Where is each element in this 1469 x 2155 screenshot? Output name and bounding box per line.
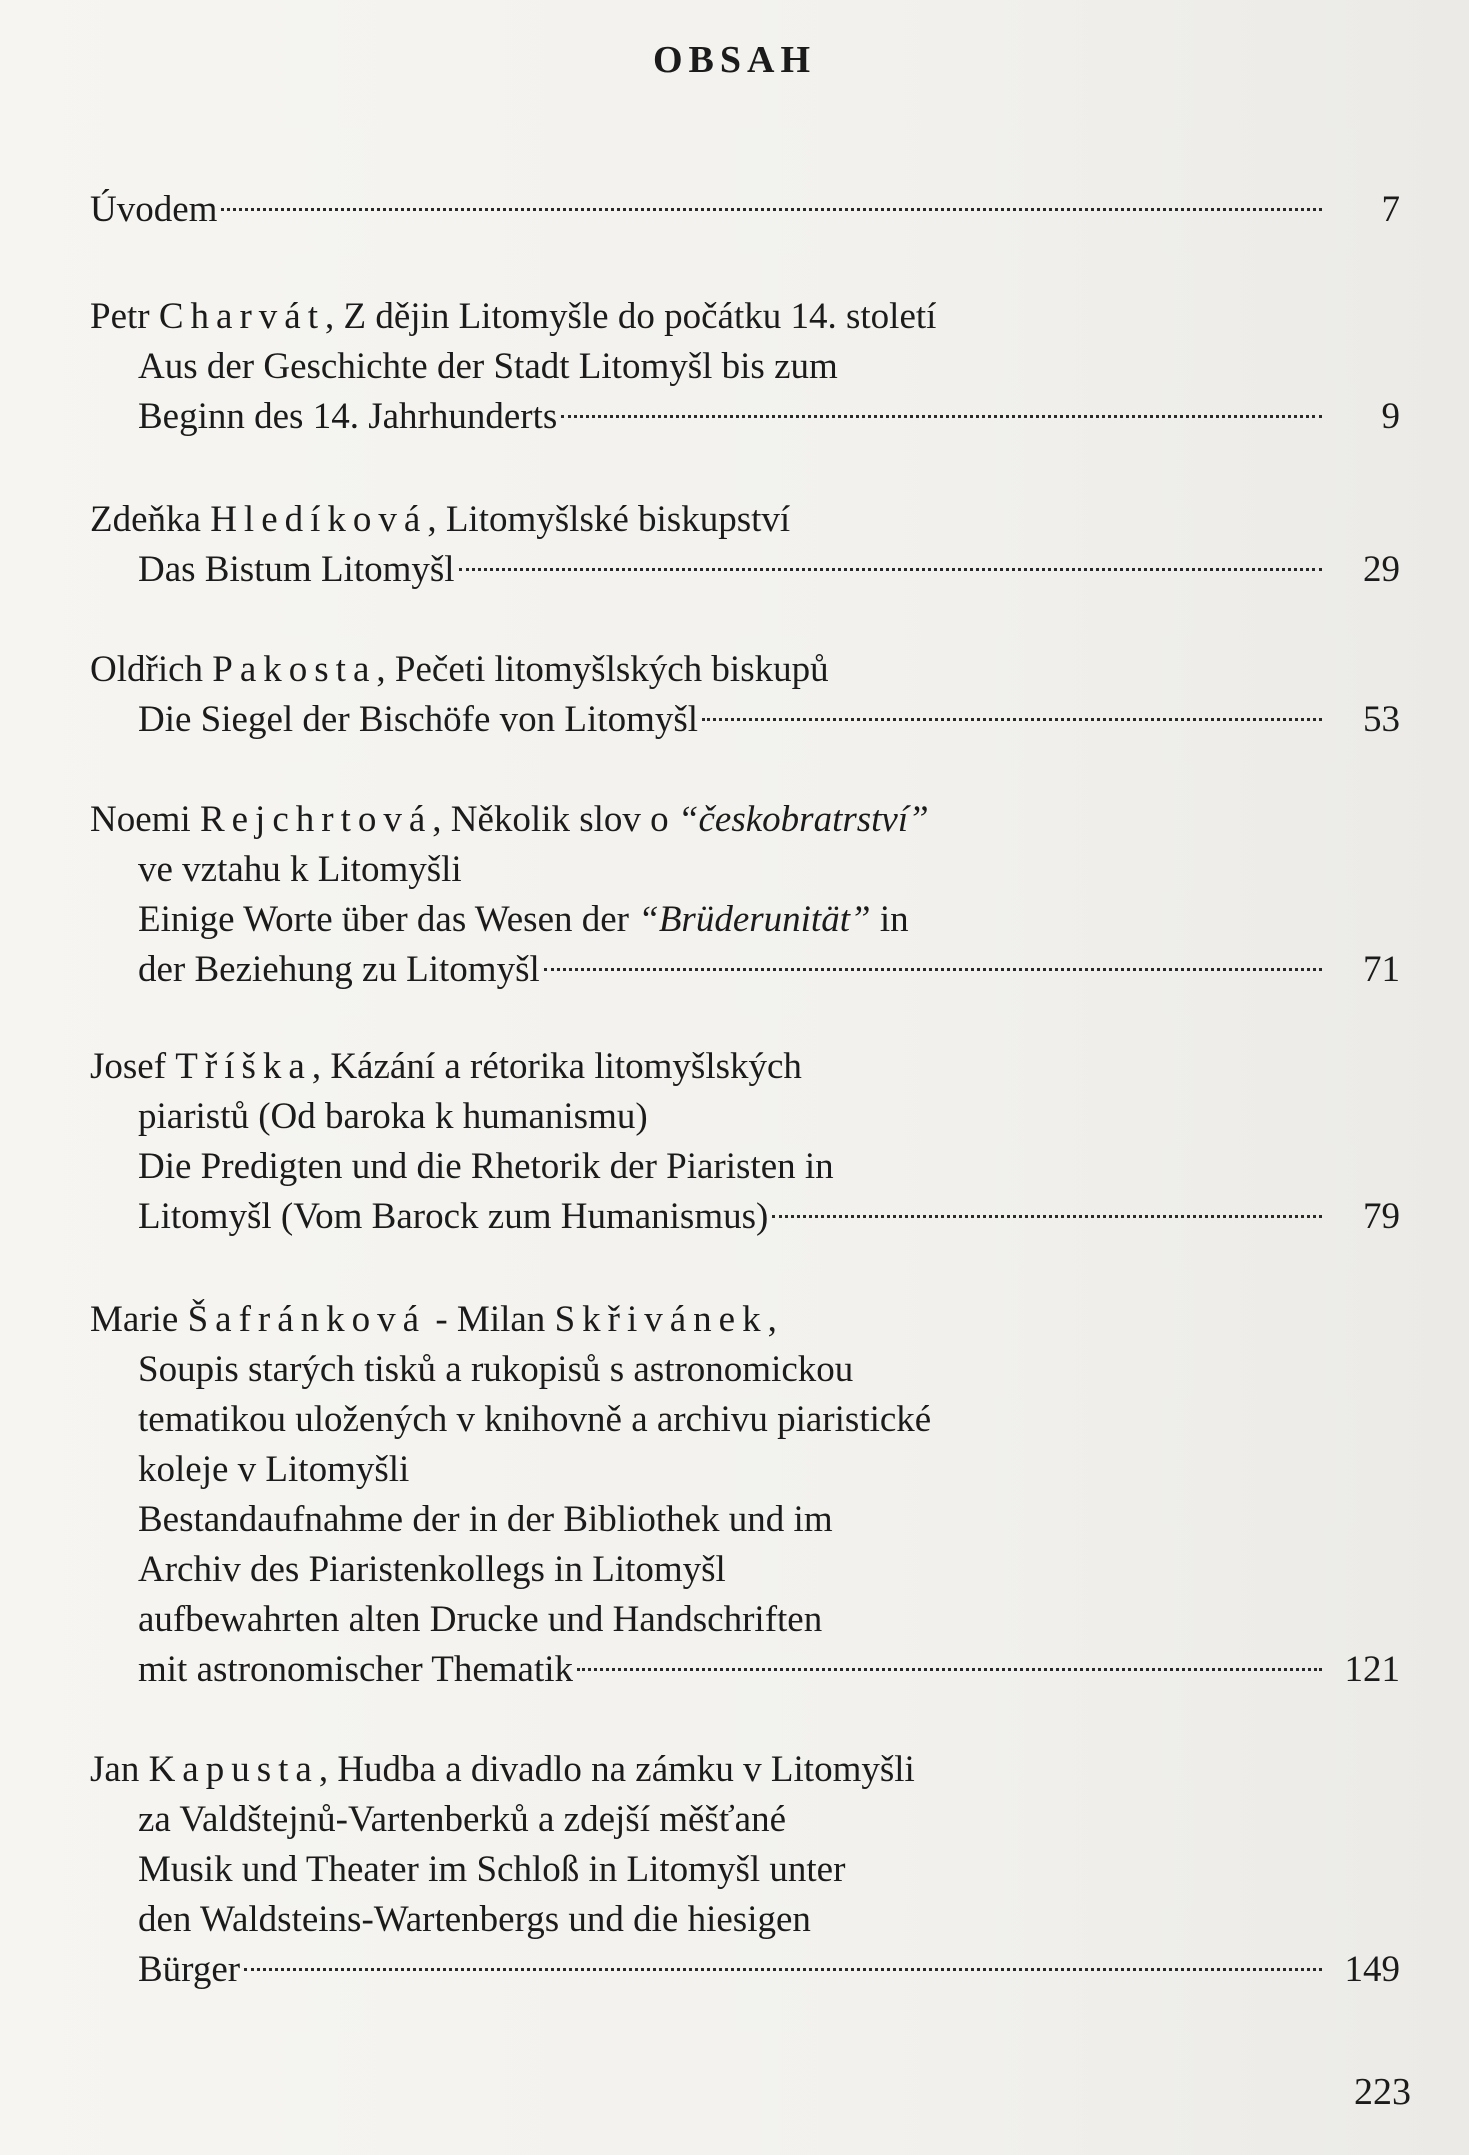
page-title: OBSAH [652,39,817,81]
page-number: 9 [1381,396,1400,437]
author-surname: Rejchrtová [199,799,433,840]
author-surname: Charvát [158,296,325,337]
toc-subline: piaristů (Od baroka k humanismu) [138,1096,648,1137]
toc-leader-line: Beginn des 14. Jahrhunderts 9 [90,392,1410,442]
toc-heading: Jan Kapusta, Hudba a divadlo na zámku v Litomyšli [90,1749,915,1790]
toc-subline: aufbewahrten alten Drucke und Handschriften [138,1599,823,1640]
dot-leader [244,1967,1322,1971]
page-number: 53 [1363,699,1400,740]
toc-heading: Marie Šafránková - Milan Skřivánek, [90,1299,777,1340]
page-number: 7 [1381,189,1400,230]
author-surname: Kapusta [148,1749,319,1790]
toc-subline: Einige Worte über das Wesen der “Brüderunität” in [138,899,909,940]
toc-entry [90,495,1410,595]
toc-heading: Noemi Rejchrtová, Několik slov o “českobratrství” [90,799,929,840]
page-number: 71 [1363,949,1400,990]
toc-entry [90,645,1410,745]
page-number: 79 [1363,1196,1400,1237]
toc-heading: Josef Tříška, Kázání a rétorika litomyšlských [90,1046,802,1087]
page-number: 149 [1344,1949,1400,1990]
toc-subline: Bestandaufnahme der in der Bibliothek und im [138,1499,833,1540]
toc-heading: Zdeňka Hledíková, Litomyšlské biskupství [90,499,791,540]
toc-subline: za Valdštejnů-Vartenberků a zdejší měšťané [138,1799,786,1840]
toc-entry [90,1042,1410,1242]
toc-leader-line: Die Siegel der Bischöfe von Litomyšl 53 [90,695,1410,745]
dot-leader [577,1667,1322,1671]
toc-subline: Soupis starých tisků a rukopisů s astronomickou [138,1349,854,1390]
toc-leader-line: Litomyšl (Vom Barock zum Humanismus) 79 [90,1192,1410,1242]
dot-leader [544,967,1322,971]
toc-subline: Musik und Theater im Schloß in Litomyšl unter [138,1849,846,1890]
dot-leader [561,414,1322,418]
toc-leader-line: Bürger 149 [90,1945,1410,1995]
page-number: 121 [1344,1649,1400,1690]
toc-subline: koleje v Litomyšli [138,1449,410,1490]
toc-leader-line: Das Bistum Litomyšl 29 [90,545,1410,595]
toc-subline: Die Predigten und die Rhetorik der Piaristen in [138,1146,834,1187]
toc-subline: den Waldsteins-Wartenbergs und die hiesigen [138,1899,811,1940]
author-surname: Pakosta [212,649,377,690]
toc-leader-line: der Beziehung zu Litomyšl 71 [90,945,1410,995]
toc-heading: Oldřich Pakosta, Pečeti litomyšlských biskupů [90,649,829,690]
toc-entry [90,795,1410,995]
toc-leader-line: mit astronomischer Thematik 121 [90,1645,1410,1695]
dot-leader [702,717,1322,721]
author-surname: Skřivánek [554,1299,768,1340]
author-surname: Šafránková [187,1299,427,1340]
author-surname: Tříška [175,1046,312,1087]
toc-entry [90,292,1410,442]
toc-subline: Archiv des Piaristenkollegs in Litomyšl [138,1549,726,1590]
toc-leader-line: Úvodem 7 [90,185,1410,235]
dot-leader [772,1214,1322,1218]
toc-entry [90,1295,1410,1695]
toc-subline: tematikou uložených v knihovně a archivu piaristické [138,1399,932,1440]
author-surname: Hledíková [210,499,428,540]
folio-page-number: 223 [1354,2071,1411,2113]
dot-leader [459,567,1322,571]
dot-leader [221,207,1322,211]
toc-subline: Aus der Geschichte der Stadt Litomyšl bis zum [138,346,838,387]
toc-heading: Petr Charvát, Z dějin Litomyšle do počátku 14. století [90,296,937,337]
toc-subline: ve vztahu k Litomyšli [138,849,462,890]
page-number: 29 [1363,549,1400,590]
toc-entry [90,185,1410,235]
toc-entry [90,1745,1410,1995]
